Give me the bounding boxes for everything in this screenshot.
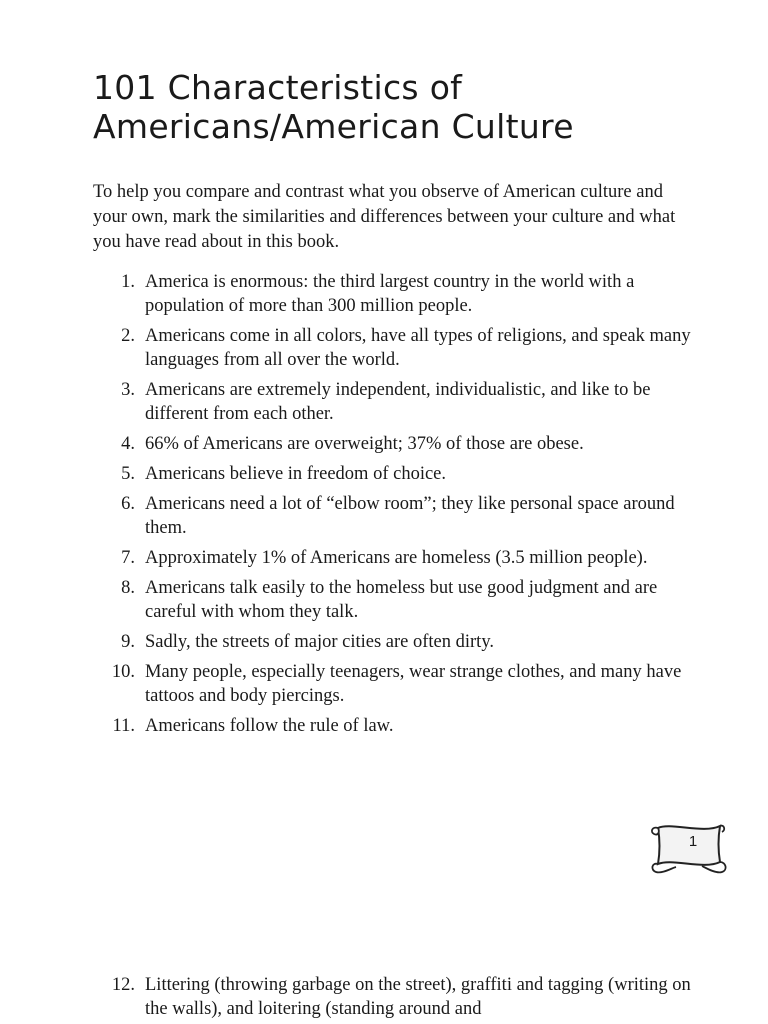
item-number: 3.	[121, 380, 135, 400]
item-number: 11.	[112, 716, 135, 736]
list-item	[93, 973, 713, 1021]
item-text: Many people, especially teenagers, wear strange clothes, and many have tattoos and body piercings.	[145, 662, 682, 706]
item-text: 66% of Americans are overweight; 37% of those are obese.	[145, 434, 584, 454]
item-number: 5.	[121, 464, 135, 484]
list-item	[93, 492, 693, 540]
item-number: 10.	[111, 662, 135, 682]
list-item	[93, 660, 693, 708]
item-number: 8.	[121, 578, 135, 598]
item-text: Americans need a lot of “elbow room”; they like personal space around them.	[145, 494, 675, 538]
list-item	[93, 462, 693, 486]
list-item	[93, 270, 693, 318]
characteristics-list	[93, 270, 693, 744]
title-line-1: 101 Characteristics of	[93, 68, 463, 107]
page-title	[93, 68, 713, 146]
page-number: 1	[688, 833, 698, 850]
item-number: 1.	[121, 272, 135, 292]
item-text: Americans are extremely independent, individualistic, and like to be different from each other.	[145, 380, 651, 424]
item-number: 2.	[121, 326, 135, 346]
item-text: Americans come in all colors, have all types of religions, and speak many languages from all over the world.	[145, 326, 691, 370]
item-text: Americans talk easily to the homeless but use good judgment and are careful with whom they talk.	[145, 578, 658, 622]
item-text: Sadly, the streets of major cities are often dirty.	[145, 632, 494, 652]
title-line-2: Americans/American Culture	[93, 107, 574, 146]
item-text: Americans follow the rule of law.	[145, 716, 394, 736]
item-text: Approximately 1% of Americans are homeless (3.5 million people).	[145, 548, 648, 568]
list-item	[93, 714, 693, 738]
continued-list	[93, 973, 713, 1021]
item-text: Americans believe in freedom of choice.	[145, 464, 447, 484]
list-item	[93, 576, 693, 624]
item-number: 9.	[121, 632, 135, 652]
list-item	[93, 378, 693, 426]
list-item	[93, 630, 693, 654]
item-number: 12.	[111, 975, 135, 995]
item-number: 6.	[121, 494, 135, 514]
list-item	[93, 546, 693, 570]
intro-paragraph: To help you compare and contrast what you observe of American culture and your own, mark the similarities and differences between your culture and what you have read about in this book.	[93, 182, 676, 252]
item-text: America is enormous: the third largest country in the world with a population of more than 300 million people.	[145, 272, 635, 316]
item-text: Littering (throwing garbage on the street), graffiti and tagging (writing on the walls), and loitering (standing around and	[145, 975, 691, 1019]
list-item	[93, 324, 693, 372]
item-number: 4.	[121, 434, 135, 454]
list-item	[93, 432, 693, 456]
item-number: 7.	[121, 548, 135, 568]
